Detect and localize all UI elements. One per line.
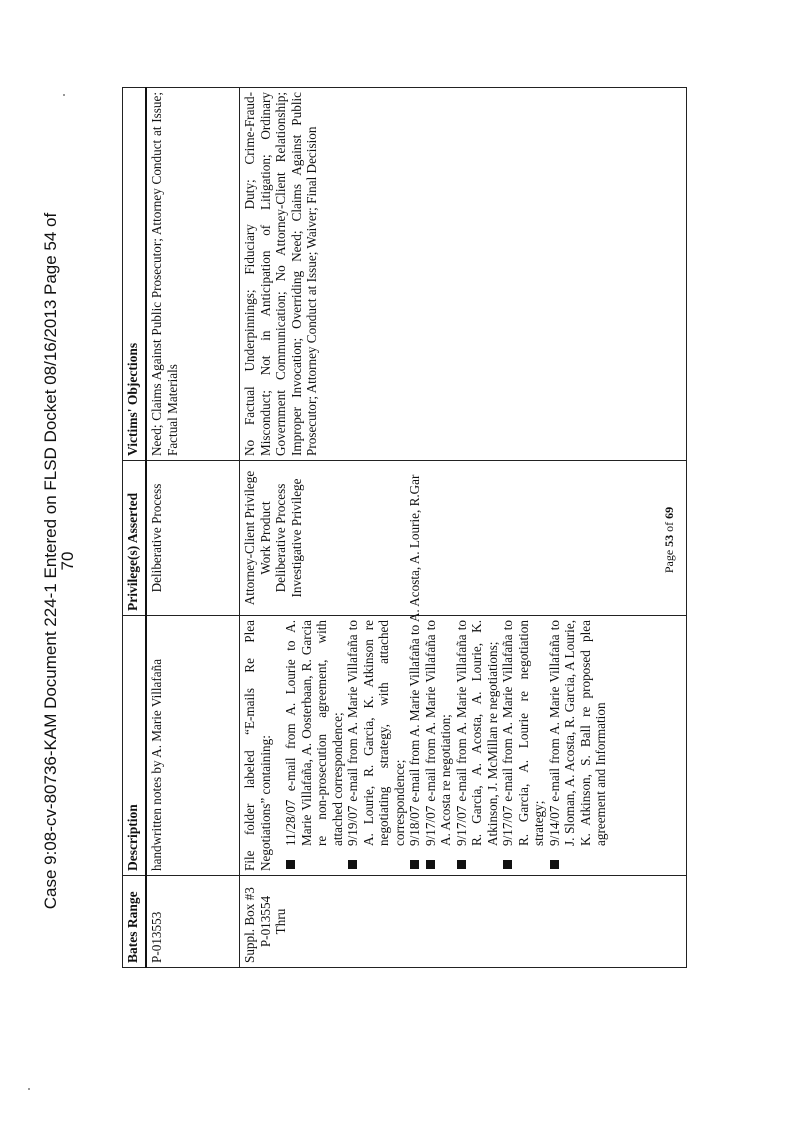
list-item <box>454 620 501 871</box>
bates-box: Suppl. Box #3 <box>242 887 257 963</box>
privilege-cell: Deliberative Process <box>146 461 240 616</box>
bates-cell: P-013553 <box>146 876 240 968</box>
list-item <box>407 474 423 871</box>
bullet-square-icon <box>503 860 512 869</box>
list-item-text: 9/19/07 e-mail from A. Marie Villafaña to A. Lourie, R. Garcia, K. Atkinson re negotiating strategy, with attached correspondence; <box>345 620 407 846</box>
list-item-text: 9/17/07 e-mail from A. Marie Villafaña to A. Acosta re negotiation; <box>422 620 453 846</box>
table-row <box>146 88 240 968</box>
footer-page-total: 69 <box>662 506 676 519</box>
bullet-square-icon <box>286 860 295 869</box>
list-item-text: 9/17/07 e-mail from A. Marie Villafaña to R. Garcia, A. Acosta, A. Lourie, K. Atkinson, J. McMillan re negotiations; <box>453 620 500 846</box>
privilege-investigative: Investigative Privilege <box>288 478 304 598</box>
column-header-privilege: Privilege(s) Asserted <box>123 461 147 616</box>
bullet-square-icon <box>550 860 559 869</box>
objections-cell: Need; Claims Against Public Prosecutor; Attorney Conduct at Issue; Factual Materials <box>146 88 240 461</box>
list-item <box>345 620 407 871</box>
column-header-bates: Bates Range <box>123 876 147 968</box>
list-item-text: 11/28/07 e-mail from A. Lourie to A. Marie Villafaña, A. Oosterbaan, R. Garcia re non-prosecution agreement, with attached correspondence; <box>283 620 345 846</box>
scan-speck <box>28 1088 30 1090</box>
list-item-text: 9/17/07 e-mail from A. Marie Villafaña to R. Garcia, A. Lourie re negotiation strategy; <box>500 620 546 846</box>
bullet-square-icon <box>457 860 466 869</box>
list-item <box>500 620 547 871</box>
footer-of: of <box>662 518 676 535</box>
bullet-square-icon <box>348 860 357 869</box>
list-item-text: 9/18/07 e-mail from A. Marie Villafaña to A. Acosta, A. Lourie, R.Gar <box>407 474 422 846</box>
bates-cell <box>240 876 687 968</box>
objections-cell: No Factual Underpinnings; Fiduciary Duty; Crime-Fraud-Misconduct; Not in Anticipation of Litigation; Ordinary Government Communication; No Attorney-Client Relationship; Improper Invocation; Overriding Need; Claims Against Public Prosecutor; Attorney Conduct at Issue; Waiver; Final Decision <box>240 88 687 461</box>
document-header <box>42 211 82 911</box>
table-row <box>240 88 687 968</box>
list-item-text: 9/14/07 e-mail from A. Marie Villafaña to J. Sloman, A. Acosta, R. Garcia, A Lourie, K. Atkinson, S. Ball re proposed plea agreement and Information <box>546 620 608 846</box>
description-intro: File folder labeled “E-mails Re Plea Negotiations” containing: <box>242 620 273 871</box>
bullet-square-icon <box>426 860 435 869</box>
page-footer <box>662 480 677 600</box>
privilege-cell <box>240 461 687 616</box>
table-header-row <box>123 88 147 968</box>
bates-thru: Thru <box>273 908 288 935</box>
footer-prefix: Page <box>662 546 676 574</box>
list-item <box>423 620 454 871</box>
description-cell: handwritten notes by A. Marie Villafaña <box>146 616 240 876</box>
footer-page-number: 53 <box>662 534 676 547</box>
privilege-log-table-wrapper <box>122 88 687 968</box>
list-item <box>547 620 609 871</box>
bates-start: P-013554 <box>257 895 273 948</box>
scan-speck <box>63 94 65 96</box>
privilege-attorney-client: Attorney-Client Privilege <box>242 470 257 606</box>
column-header-objections: Victims' Objections <box>123 88 147 461</box>
header-case-line: Case 9:08-cv-80736-KAM Document 224-1 Entered on FLSD Docket 08/16/2013 Page 54 of <box>41 212 60 910</box>
privilege-log-table <box>122 87 687 968</box>
bullet-square-icon <box>410 860 419 869</box>
privilege-deliberative: Deliberative Process <box>273 483 288 593</box>
column-header-description: Description <box>123 616 147 876</box>
header-page-total: 70 <box>58 551 77 571</box>
list-item <box>283 620 345 871</box>
privilege-work-product: Work Product <box>257 501 273 575</box>
